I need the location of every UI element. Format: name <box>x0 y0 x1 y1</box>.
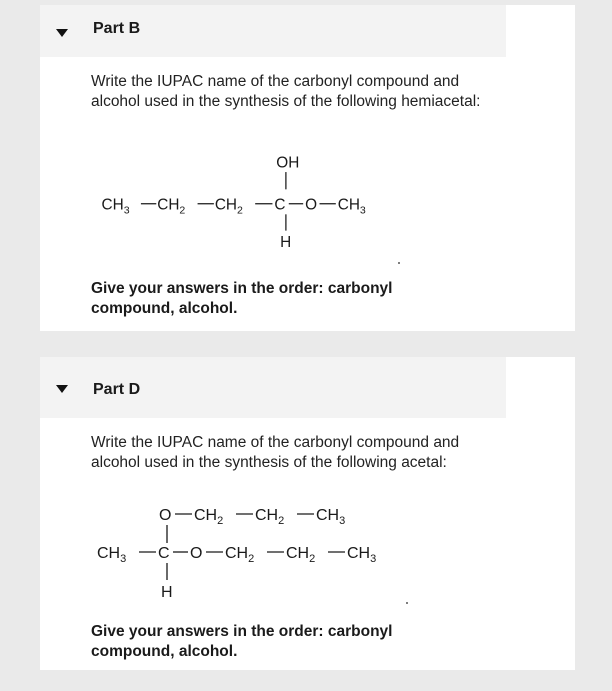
chain-carbon: C <box>158 545 170 562</box>
hemiacetal-oh: OH <box>276 154 300 172</box>
chain-ch2-2: $CH_2$ <box>286 545 316 565</box>
hemiacetal-h: H <box>280 233 292 251</box>
collapse-caret-icon[interactable] <box>56 385 68 393</box>
chain-ch3-1: $CH_3$ <box>101 196 130 217</box>
chain-oxygen: O <box>190 545 203 562</box>
chain-carbon: C <box>274 196 286 214</box>
part-b-card <box>40 5 575 331</box>
part-d-title: Part D <box>93 381 141 398</box>
collapse-caret-icon[interactable] <box>56 29 68 37</box>
chain-ch2-1: $CH_2$ <box>225 545 255 565</box>
decorative-dot <box>406 602 408 604</box>
chain-ch3-1: $CH_3$ <box>97 545 127 565</box>
part-b-title: Part B <box>93 20 141 37</box>
chain-ch2-2: $CH_2$ <box>214 196 243 217</box>
top-ch3: $CH_3$ <box>316 507 346 527</box>
chain-oxygen: O <box>305 196 318 214</box>
top-ch2-2: $CH_2$ <box>255 507 285 527</box>
top-oxygen: O <box>159 507 172 524</box>
decorative-dot <box>398 262 400 264</box>
part-b-instruction: Give your answers in the order: carbonyl compound, alcohol. <box>91 280 393 317</box>
part-d-question: Write the IUPAC name of the carbonyl compound and alcohol used in the synthesis of the following acetal: <box>91 434 460 471</box>
part-d-header[interactable] <box>40 357 506 418</box>
chain-ch3-2: $CH_3$ <box>337 196 366 217</box>
acetal-h: H <box>161 584 173 601</box>
part-b-question: Write the IUPAC name of the carbonyl compound and alcohol used in the synthesis of the following hemiacetal: <box>91 73 481 110</box>
part-d-instruction: Give your answers in the order: carbonyl compound, alcohol. <box>91 623 393 660</box>
part-b-header[interactable] <box>40 5 506 57</box>
chain-ch2-1: $CH_2$ <box>157 196 186 217</box>
part-d-card <box>40 357 575 670</box>
chain-ch3-2: $CH_3$ <box>347 545 377 565</box>
top-ch2-1: $CH_2$ <box>194 507 224 527</box>
